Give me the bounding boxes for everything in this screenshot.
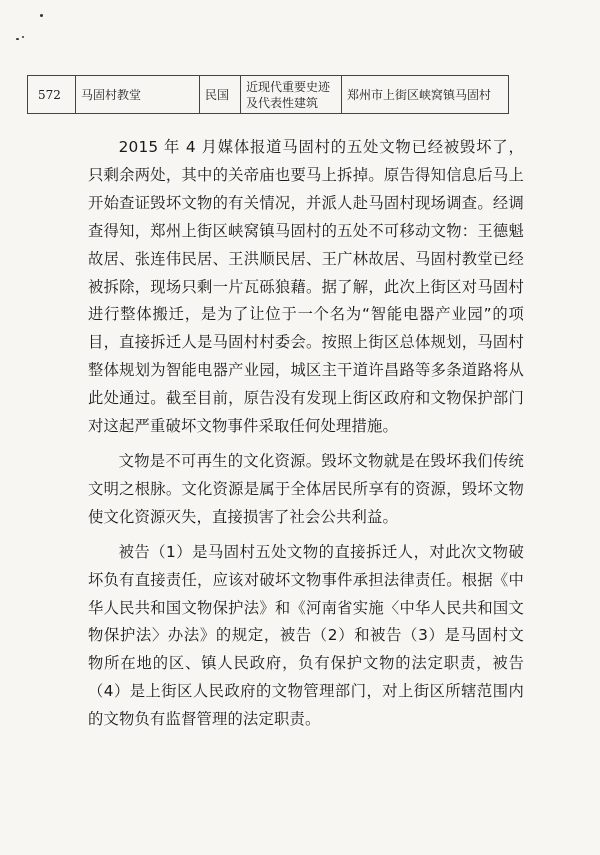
- scan-speck: [16, 38, 19, 40]
- paragraph: 2015 年 4 月媒体报道马固村的五处文物已经被毁坏了，只剩余两处，其中的关帝庙也要马上拆掉。原告得知信息后马上开始查证毁坏文物的有关情况，并派人赴马固村现场调查。经调查得知，郑州上街区峡窝镇马固村的五处不可移动文物：王德魁故居、张连伟民居、王洪顺民居、王广林故居、马固村教堂已经被拆除，现场只剩一片瓦砾狼藉。据了解，此次上街区对马固村进行整体搬迁，是为了让位于一个名为“智能电器产业园”的项目，直接拆迁人是马固村村委会。按照上街区总体规划，马固村整体规划为智能电器产业园，城区主干道许昌路等多条道路将从此处通过。截至目前，原告没有发现上街区政府和文物保护部门对这起严重破坏文物事件采取任何处理措施。: [88, 138, 524, 436]
- heritage-table: [27, 75, 509, 114]
- table-row: [28, 76, 509, 114]
- cell-location: 郑州市上街区峡窝镇马固村: [342, 76, 509, 114]
- scan-speck: [22, 36, 24, 38]
- cell-name: 马固村教堂: [76, 76, 200, 114]
- cell-number: 572: [28, 76, 76, 114]
- document-body: [88, 134, 524, 741]
- cell-category: 近现代重要史迹及代表性建筑: [241, 76, 342, 114]
- scan-speck: [40, 14, 43, 17]
- cell-era: 民国: [200, 76, 241, 114]
- paragraph: 被告（1）是马固村五处文物的直接拆迁人，对此次文物破坏负有直接责任，应该对破坏文物事件承担法律责任。根据《中华人民共和国文物保护法》和《河南省实施〈中华人民共和国文物保护法〉办法》的规定，被告（2）和被告（3）是马固村文物所在地的区、镇人民政府，负有保护文物的法定职责，被告（4）是上街区人民政府的文物管理部门，对上街区所辖范围内的文物负有监督管理的法定职责。: [88, 542, 524, 729]
- paragraph: 文物是不可再生的文化资源。毁坏文物就是在毁坏我们传统文明之根脉。文化资源是属于全体居民所享有的资源，毁坏文物使文化资源灭失，直接损害了社会公共利益。: [88, 451, 524, 526]
